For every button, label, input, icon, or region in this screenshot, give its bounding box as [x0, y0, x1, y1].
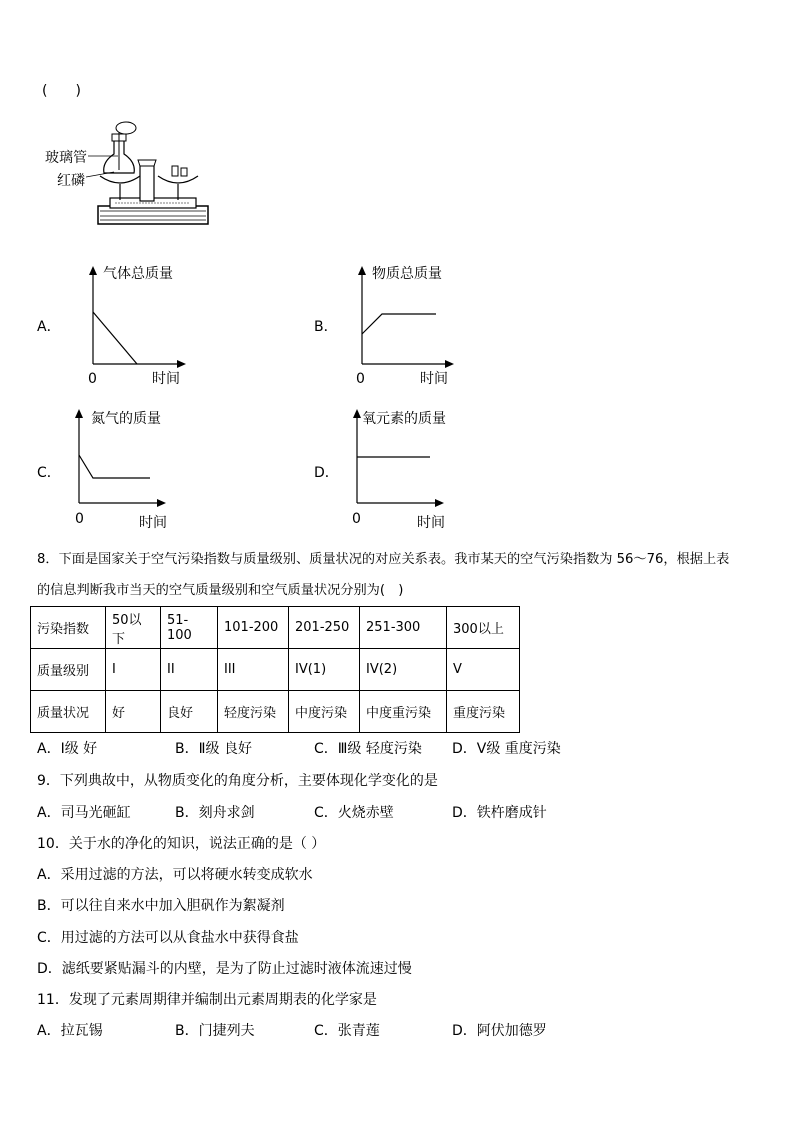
answer-blank: ( ): [42, 83, 81, 99]
table-cell: IV(2): [360, 649, 447, 691]
graph-d-xlabel: 时间: [417, 515, 445, 531]
q10-option-d: D．滤纸要紧贴漏斗的内壁，是为了防止过滤时液体流速过慢: [37, 961, 412, 977]
q9-stem: 9．下列典故中，从物质变化的角度分析，主要体现化学变化的是: [37, 773, 438, 789]
graph-d-ylabel: 氧元素的质量: [362, 411, 446, 427]
label-glass-tube: 玻璃管: [45, 150, 87, 166]
option-c-letter: C．: [37, 465, 61, 481]
graph-a-ylabel: 气体总质量: [103, 266, 173, 282]
table-cell: I: [106, 649, 161, 691]
q10-option-c: C．用过滤的方法可以从食盐水中获得食盐: [37, 930, 299, 946]
graph-c-xlabel: 时间: [139, 515, 167, 531]
table-cell: V: [447, 649, 520, 691]
table-cell: 50以下: [106, 607, 161, 649]
air-quality-table: [30, 606, 520, 733]
graph-b-ylabel: 物质总质量: [372, 266, 442, 282]
q10-option-b: B．可以往自来水中加入胆矾作为絮凝剂: [37, 898, 285, 914]
graph-a-line: [93, 312, 137, 364]
graph-c-origin: 0: [75, 511, 84, 527]
q11-option-b: B．门捷列夫: [175, 1023, 255, 1039]
table-cell: 51-100: [161, 607, 218, 649]
q11-option-c: C．张青莲: [314, 1023, 380, 1039]
table-cell: 污染指数: [31, 607, 106, 649]
graph-a-xlabel: 时间: [152, 371, 180, 387]
table-cell: 201-250: [289, 607, 360, 649]
graph-a-origin: 0: [88, 371, 97, 387]
table-cell: 好: [106, 691, 161, 733]
graph-c-line: [79, 455, 150, 478]
q8-stem-line2: 的信息判断我市当天的空气质量级别和空气质量状况分别为( ): [37, 583, 404, 598]
table-cell: 轻度污染: [218, 691, 289, 733]
q11-option-d: D．阿伏加德罗: [452, 1023, 547, 1039]
q10-stem: 10．关于水的净化的知识，说法正确的是（ ）: [37, 836, 326, 852]
q9-option-b: B．刻舟求剑: [175, 805, 255, 821]
table-cell: 质量级别: [31, 649, 106, 691]
q9-option-c: C．火烧赤壁: [314, 805, 394, 821]
table-cell: 中度重污染: [360, 691, 447, 733]
table-cell: 中度污染: [289, 691, 360, 733]
table-row: [31, 691, 520, 733]
option-d-letter: D．: [314, 465, 339, 481]
table-cell: III: [218, 649, 289, 691]
q11-stem: 11．发现了元素周期律并编制出元素周期表的化学家是: [37, 992, 377, 1008]
q8-stem-line1: 8．下面是国家关于空气污染指数与质量级别、质量状况的对应关系表。我市某天的空气污染指数为 56～76，根据上表: [37, 552, 730, 567]
q8-option-c: C．Ⅲ级 轻度污染: [314, 741, 422, 757]
table-cell: 良好: [161, 691, 218, 733]
table-cell: 101-200: [218, 607, 289, 649]
table-cell: 重度污染: [447, 691, 520, 733]
q10-option-a: A．采用过滤的方法，可以将硬水转变成软水: [37, 867, 313, 883]
q8-option-a: A．Ⅰ级 好: [37, 741, 98, 757]
table-row: [31, 649, 520, 691]
table-cell: 251-300: [360, 607, 447, 649]
option-a-letter: A．: [37, 319, 61, 335]
option-b-letter: B．: [314, 319, 338, 335]
graph-b-origin: 0: [356, 371, 365, 387]
label-red-phosphorus: 红磷: [57, 173, 85, 189]
table-cell: 300以上: [447, 607, 520, 649]
table-cell: 质量状况: [31, 691, 106, 733]
graph-c-ylabel: 氮气的质量: [91, 411, 161, 427]
table-cell: IV(1): [289, 649, 360, 691]
q11-option-a: A．拉瓦锡: [37, 1023, 103, 1039]
table-cell: II: [161, 649, 218, 691]
graph-b-xlabel: 时间: [420, 371, 448, 387]
graph-d-origin: 0: [352, 511, 361, 527]
table-row: [31, 607, 520, 649]
q8-option-b: B．Ⅱ级 良好: [175, 741, 252, 757]
q9-option-d: D．铁杵磨成针: [452, 805, 547, 821]
graph-b-line: [362, 314, 436, 334]
q9-option-a: A．司马光砸缸: [37, 805, 131, 821]
q8-option-d: D．Ⅴ级 重度污染: [452, 741, 561, 757]
